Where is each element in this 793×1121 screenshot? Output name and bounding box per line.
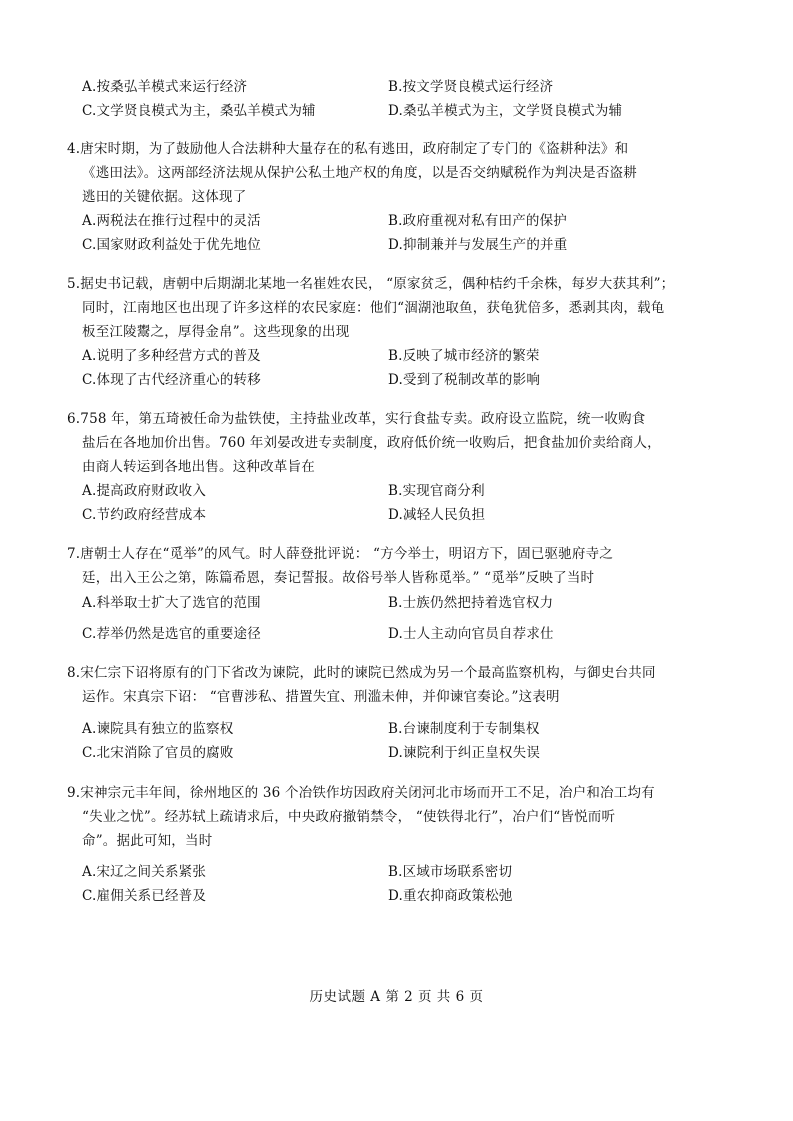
option-c: C.节约政府经营成本 (82, 507, 207, 523)
option-d: D.减轻人民负担 (388, 507, 486, 523)
option-a: A.按桑弘羊模式来运行经济 (82, 79, 248, 95)
question-stem: 《逃田法》。这两部经济法规从保护公私土地产权的角度，以是否交纳赋税作为判决是否盗耕 (82, 165, 637, 181)
option-a: A.提高政府财政收入 (82, 483, 207, 499)
option-b: B.政府重视对私有田产的保护 (388, 213, 568, 229)
page-footer: 历史试题 A 第 2 页 共 6 页 (309, 989, 484, 1005)
option-c: C.文学贤良模式为主，桑弘羊模式为辅 (82, 103, 316, 119)
question-stem: 同时，江南地区也出现了许多这样的农民家庭：他们“涸湖池取鱼，获龟犹倍多，悉剥其肉，载龟 (82, 300, 665, 316)
option-b: B.实现官商分利 (388, 483, 485, 499)
question-stem: 逃田的关键依据。这体现了 (82, 189, 247, 205)
option-d: D.桑弘羊模式为主，文学贤良模式为辅 (388, 103, 623, 119)
question-stem: 盐后在各地加价出售。760 年刘晏改进专卖制度，政府低价统一收购后，把食盐加价卖给商人， (82, 435, 661, 451)
option-b: B.士族仍然把持着选官权力 (388, 595, 554, 611)
option-d: D.谏院利于纠正皇权失误 (388, 745, 541, 761)
option-b: B.按文学贤良模式运行经济 (388, 79, 554, 95)
question-stem: 8.宋仁宗下诏将原有的门下省改为谏院，此时的谏院已然成为另一个最高监察机构，与御史台共同 (67, 665, 656, 681)
option-a: A.说明了多种经营方式的普及 (82, 348, 261, 364)
question-stem: 板至江陵鬻之，厚得金帛”。这些现象的出现 (82, 324, 350, 340)
option-a: A.宋辽之间关系紧张 (82, 864, 207, 880)
question-stem: 命”。据此可知，当时 (82, 833, 213, 849)
question-stem: “失业之忧”。经苏轼上疏请求后，中央政府撤销禁令， “使铁得北行”，冶户们“皆悦而听 (82, 809, 616, 825)
question-stem: 9.宋神宗元丰年间，徐州地区的 36 个冶铁作坊因政府关闭河北市场而开工不足，冶户和冶工均有 (67, 785, 655, 801)
option-b: B.反映了城市经济的繁荣 (388, 348, 540, 364)
option-d: D.重农抑商政策松弛 (388, 888, 513, 904)
question-stem: 运作。宋真宗下诏： “官曹涉私、措置失宜、刑滥未伸，并仰谏官奏论。”这表明 (82, 689, 560, 705)
option-a: A.两税法在推行过程中的灵活 (82, 213, 261, 229)
option-c: C.北宋消除了官员的腐败 (82, 745, 234, 761)
option-c: C.体现了古代经济重心的转移 (82, 372, 261, 388)
question-stem: 5.据史书记载，唐朝中后期湖北某地一名崔姓农民， “原家贫乏，偶种桔约千余株，每岁大获其利”； (67, 276, 675, 292)
option-c: C.国家财政利益处于优先地位 (82, 237, 261, 253)
question-stem: 4.唐宋时期，为了鼓励他人合法耕种大量存在的私有逃田，政府制定了专门的《盗耕种法》和 (67, 141, 629, 157)
option-d: D.受到了税制改革的影响 (388, 372, 541, 388)
option-c: C.雇佣关系已经普及 (82, 888, 207, 904)
option-a: A.科举取士扩大了选官的范围 (82, 595, 261, 611)
question-stem: 由商人转运到各地出售。这种改革旨在 (82, 459, 315, 475)
question-stem: 6.758 年，第五琦被任命为盐铁使，主持盐业改革，实行食盐专卖。政府设立监院，统一收购食 (67, 411, 646, 427)
option-b: B.区域市场联系密切 (388, 864, 513, 880)
option-b: B.台谏制度利于专制集权 (388, 721, 540, 737)
question-stem: 廷，出入王公之第，陈篇希恩，奏记誓报。故俗号举人皆称觅举。” “觅举”反映了当时 (82, 570, 595, 586)
option-d: D.士人主动向官员自荐求仕 (388, 626, 554, 642)
option-d: D.抑制兼并与发展生产的并重 (388, 237, 568, 253)
question-stem: 7.唐朝士人存在“觅举”的风气。时人薛登批评说： “方今举士，明诏方下，固已驱驰府寺之 (67, 546, 613, 562)
option-c: C.荐举仍然是选官的重要途径 (82, 626, 261, 642)
option-a: A.谏院具有独立的监察权 (82, 721, 234, 737)
